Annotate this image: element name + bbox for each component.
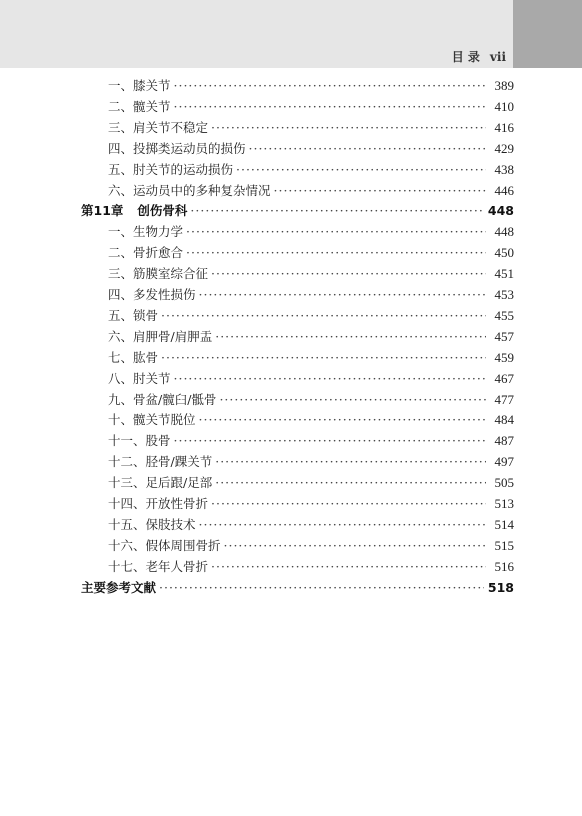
toc-section-entry[interactable] (108, 181, 514, 201)
toc-entry-page: 515 (494, 537, 514, 553)
toc-entry-title: 主要参考文献 (81, 579, 157, 595)
toc-entry-title: 十五、保肢技术 (108, 516, 196, 532)
toc-section-entry[interactable] (108, 222, 514, 242)
toc-section-entry[interactable] (108, 348, 514, 368)
toc-entry-title: 十一、股骨 (108, 433, 171, 449)
toc-section-entry[interactable] (108, 494, 514, 514)
toc-entry-title: 十六、假体周围骨折 (108, 537, 221, 553)
toc-entry-title: 二、髋关节 (108, 98, 171, 114)
toc-entry-page: 389 (494, 78, 514, 93)
toc-leader-dots (174, 431, 486, 451)
toc-entry-page: 505 (494, 475, 514, 491)
toc-section-entry[interactable] (108, 410, 514, 430)
toc-entry-page: 429 (494, 140, 514, 156)
toc-section-entry[interactable] (108, 264, 514, 284)
running-head (452, 48, 506, 65)
toc-leader-dots (161, 306, 486, 326)
toc-leader-dots (249, 139, 486, 159)
toc-entry-title: 二、骨折愈合 (108, 245, 184, 261)
toc-leader-dots (211, 264, 486, 284)
toc-leader-dots (199, 515, 486, 535)
toc-section-entry[interactable] (108, 431, 514, 451)
toc-entry-page: 477 (494, 391, 514, 407)
toc-entry-title: 三、肩关节不稳定 (108, 119, 209, 135)
toc-entry-title: 八、肘关节 (108, 370, 171, 386)
toc-leader-dots (215, 327, 486, 347)
toc-entry-page: 448 (487, 203, 514, 219)
toc-entry-title: 五、锁骨 (108, 307, 159, 323)
toc-entry-page: 513 (494, 496, 514, 511)
toc-leader-dots (274, 181, 486, 201)
page-number: vii (489, 50, 506, 64)
toc-leader-dots (215, 452, 486, 472)
toc-entry-page: 514 (494, 516, 514, 532)
header-band (0, 0, 513, 68)
toc-entry-page: 459 (494, 349, 514, 365)
toc-entry-page: 448 (494, 224, 514, 240)
toc-entry-title: 十七、老年人骨折 (108, 558, 209, 574)
toc-leader-dots (199, 410, 486, 430)
toc-leader-dots (236, 160, 486, 180)
toc-entry-page: 450 (494, 245, 514, 261)
toc-entry-page: 451 (494, 266, 514, 282)
toc-entry-page: 438 (494, 161, 514, 177)
toc-entry-page: 410 (494, 98, 514, 114)
toc-section-entry[interactable] (108, 452, 514, 472)
toc-leader-dots (174, 97, 486, 117)
toc-entry-title: 一、生物力学 (108, 224, 184, 240)
toc-entry-title: 十四、开放性骨折 (108, 496, 209, 511)
toc-chapter-entry[interactable] (81, 201, 514, 221)
toc-section-entry[interactable] (108, 76, 514, 96)
toc-section-entry[interactable] (108, 390, 514, 410)
toc-entry-page: 518 (487, 579, 514, 595)
toc-entry-page: 416 (494, 119, 514, 135)
toc-entry-title: 三、筋膜室综合征 (108, 266, 209, 282)
toc-leader-dots (211, 494, 486, 514)
toc-section-entry[interactable] (108, 97, 514, 117)
toc-entry-title: 创伤骨科 (137, 203, 188, 219)
toc-entry-title: 七、肱骨 (108, 349, 159, 365)
toc-entry-page: 457 (494, 328, 514, 344)
toc-section-entry[interactable] (108, 243, 514, 263)
header-tab (513, 0, 582, 68)
toc-entry-page: 497 (494, 454, 514, 470)
toc-entry-title: 五、肘关节的运动损伤 (108, 161, 234, 177)
toc-entry-title: 十、髋关节脱位 (108, 412, 196, 428)
toc-chapter-entry[interactable] (81, 578, 514, 598)
toc-leader-dots (186, 222, 486, 242)
toc-entry-page: 487 (494, 433, 514, 449)
toc-entry-page: 446 (494, 182, 514, 198)
toc-entry-title: 四、投掷类运动员的损伤 (108, 140, 246, 156)
toc-section-entry[interactable] (108, 369, 514, 389)
toc-section-entry[interactable] (108, 306, 514, 326)
toc-leader-dots (215, 473, 486, 493)
toc-leader-dots (159, 578, 484, 598)
toc-entry-title: 九、骨盆/髋臼/骶骨 (108, 391, 217, 407)
toc-leader-dots (190, 201, 483, 221)
toc-entry-title: 六、运动员中的多种复杂情况 (108, 182, 271, 198)
toc-entry-page: 455 (494, 307, 514, 323)
toc-section-entry[interactable] (108, 473, 514, 493)
toc-leader-dots (199, 285, 486, 305)
toc-leader-dots (211, 118, 486, 138)
toc-entry-title: 四、多发性损伤 (108, 287, 196, 302)
toc-leader-dots (219, 390, 486, 410)
toc-leader-dots (186, 243, 486, 263)
toc-entry-title: 六、肩胛骨/肩胛盂 (108, 328, 213, 344)
toc-leader-dots (174, 76, 486, 96)
toc-entry-title: 十三、足后跟/足部 (108, 475, 213, 491)
toc-leader-dots (211, 557, 486, 577)
toc-section-entry[interactable] (108, 160, 514, 180)
toc-section-entry[interactable] (108, 139, 514, 159)
toc-entry-title: 十二、胫骨/踝关节 (108, 454, 213, 470)
toc-section-entry[interactable] (108, 285, 514, 305)
toc-section-entry[interactable] (108, 118, 514, 138)
toc-chapter-number: 第11章 (81, 203, 124, 219)
toc-leader-dots (174, 369, 486, 389)
toc-section-entry[interactable] (108, 515, 514, 535)
toc-section-entry[interactable] (108, 557, 514, 577)
toc-section-entry[interactable] (108, 536, 514, 556)
running-head-title: 目 录 (451, 50, 480, 64)
toc-leader-dots (161, 348, 486, 368)
toc-entry-page: 467 (494, 370, 514, 386)
toc-entry-page: 484 (494, 412, 514, 428)
toc-leader-dots (224, 536, 486, 556)
toc-entry-page: 516 (494, 558, 514, 574)
toc-section-entry[interactable] (108, 327, 514, 347)
toc-entry-page: 453 (494, 287, 514, 302)
toc-entry-title: 一、膝关节 (108, 78, 171, 93)
